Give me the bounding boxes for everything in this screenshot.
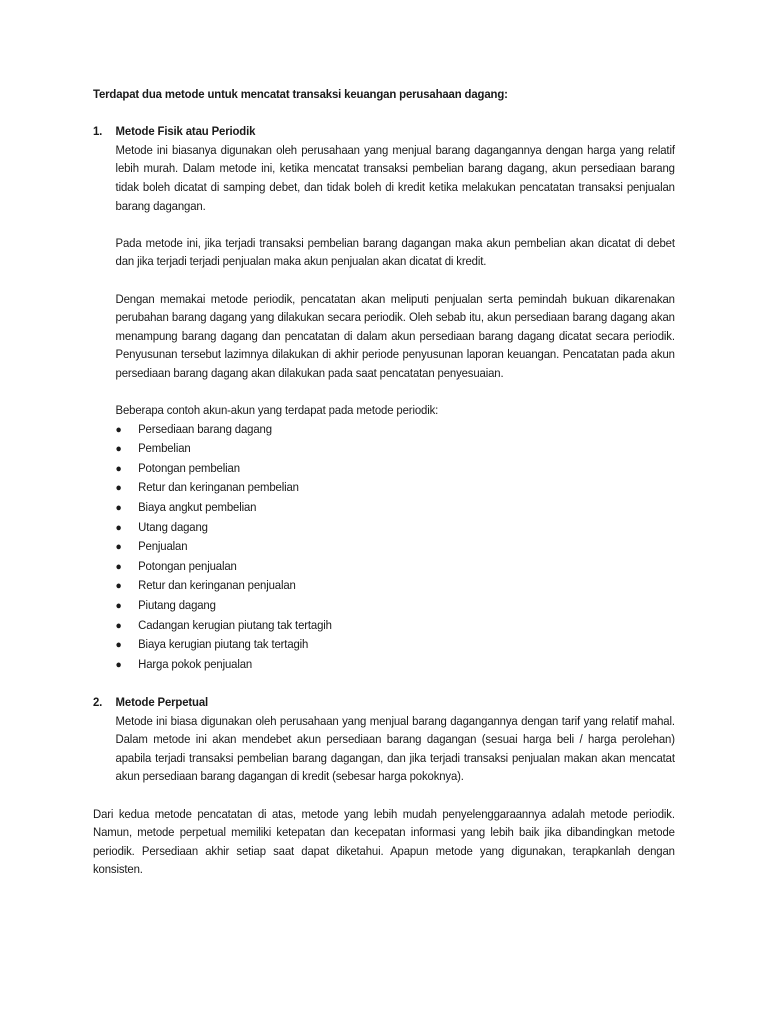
list-item bbox=[116, 596, 675, 616]
list-intro: Beberapa contoh akun-akun yang terdapat pada metode periodik: bbox=[115, 403, 439, 418]
bullet-icon: ● bbox=[115, 502, 122, 515]
list-item bbox=[116, 537, 675, 557]
section-metode-periodik bbox=[93, 122, 675, 674]
bullet-icon: ● bbox=[115, 541, 122, 554]
document-body bbox=[93, 85, 675, 879]
bullet-icon: ● bbox=[115, 639, 122, 652]
section-number: 1. bbox=[93, 124, 103, 139]
bullet-icon: ● bbox=[115, 462, 122, 475]
list-item-text: Retur dan keringanan penjualan bbox=[138, 578, 296, 593]
bullet-icon: ● bbox=[115, 423, 122, 436]
list-item bbox=[116, 576, 675, 596]
list-item bbox=[116, 459, 675, 479]
list-item bbox=[116, 557, 675, 577]
section-title-row bbox=[93, 122, 675, 141]
bullet-icon: ● bbox=[115, 658, 122, 671]
list-item-text: Pembelian bbox=[138, 441, 191, 456]
list-item-text: Potongan pembelian bbox=[138, 460, 240, 475]
bullet-icon: ● bbox=[115, 580, 122, 593]
bullet-icon: ● bbox=[115, 482, 122, 495]
list-item-text: Potongan penjualan bbox=[138, 558, 237, 573]
bullet-icon: ● bbox=[115, 600, 122, 613]
list-item bbox=[116, 655, 675, 675]
bullet-icon: ● bbox=[115, 560, 122, 573]
list-item-text: Harga pokok penjualan bbox=[138, 656, 253, 671]
list-item bbox=[116, 439, 675, 459]
section-number: 2. bbox=[93, 695, 103, 709]
bullet-icon: ● bbox=[115, 619, 122, 632]
section-title: Metode Perpetual bbox=[115, 695, 209, 709]
list-item bbox=[116, 616, 675, 636]
section-title: Metode Fisik atau Periodik bbox=[115, 124, 256, 139]
paragraph: Metode ini biasa digunakan oleh perusahaan yang menjual barang dagangannya dengan tarif yang relatif mahal. Dalam metode ini akan mendebet akun persediaan barang dagangan (sesuai harga beli / harga perolehan) apabila terjadi transaksi pembelian barang dagangan, dan jika terjadi transaksi penjualan makan akan mencatat akun persediaan barang dagangan di kredit (sebesar harga pokoknya). bbox=[115, 713, 675, 784]
section-body bbox=[93, 141, 675, 675]
list-item-text: Persediaan barang dagang bbox=[138, 421, 272, 436]
list-item bbox=[116, 478, 675, 498]
list-item bbox=[116, 498, 675, 518]
account-list bbox=[116, 420, 675, 675]
list-item-text: Biaya kerugian piutang tak tertagih bbox=[138, 637, 309, 652]
paragraph: Pada metode ini, jika terjadi transaksi pembelian barang dagangan maka akun pembelian akan dicatat di debet dan jika terjadi terjadi penjualan maka akun penjualan akan dicatat di kredit. bbox=[115, 235, 675, 269]
list-item bbox=[116, 420, 675, 440]
list-item-text: Cadangan kerugian piutang tak tertagih bbox=[138, 617, 332, 632]
conclusion-paragraph: Dari kedua metode pencatatan di atas, metode yang lebih mudah penyelenggaraannya adalah metode periodik. Namun, metode perpetual memiliki ketepatan dan kecepatan informasi yang lebih baik jika dibandingkan metode periodik. Persediaan akhir setiap saat dapat diketahui. Apapun metode yang digunakan, terapkanlah dengan konsisten. bbox=[93, 806, 675, 877]
list-item-text: Retur dan keringanan pembelian bbox=[138, 480, 299, 495]
section-metode-perpetual bbox=[93, 693, 675, 786]
list-item bbox=[116, 518, 675, 538]
list-item bbox=[116, 635, 675, 655]
bullet-icon: ● bbox=[115, 443, 122, 456]
paragraph: Metode ini biasanya digunakan oleh perusahaan yang menjual barang dagangannya dengan harga yang relatif lebih murah. Dalam metode ini, ketika mencatat transaksi pembelian barang dagang, akun persediaan barang tidak boleh dicatat di samping debet, dan tidak boleh di kredit ketika melakukan pencatatan transaksi penjualan barang dagangan. bbox=[115, 142, 675, 213]
list-item-text: Penjualan bbox=[138, 539, 188, 554]
section-body bbox=[93, 712, 675, 786]
paragraph: Dengan memakai metode periodik, pencatatan akan meliputi penjualan serta pemindah bukuan dikarenakan perubahan barang dagang yang dilakukan secara periodik. Oleh sebab itu, akun persediaan barang dagang akan menampung barang dagang dan pencatatan di dalam akun persediaan barang dagang dicatat secara periodik. Penyusunan tersebut lazimnya dilakukan di akhir periode penyusunan laporan keuangan. Pencatatan pada akun persediaan barang dagang akan dilakukan pada saat pencatatan penyesuaian. bbox=[115, 291, 675, 380]
list-item-text: Piutang dagang bbox=[138, 598, 216, 613]
section-title-row bbox=[93, 693, 675, 712]
list-item-text: Biaya angkut pembelian bbox=[138, 500, 257, 515]
bullet-icon: ● bbox=[115, 521, 122, 534]
list-item-text: Utang dagang bbox=[138, 519, 208, 534]
document-heading: Terdapat dua metode untuk mencatat transaksi keuangan perusahaan dagang: bbox=[93, 87, 508, 101]
